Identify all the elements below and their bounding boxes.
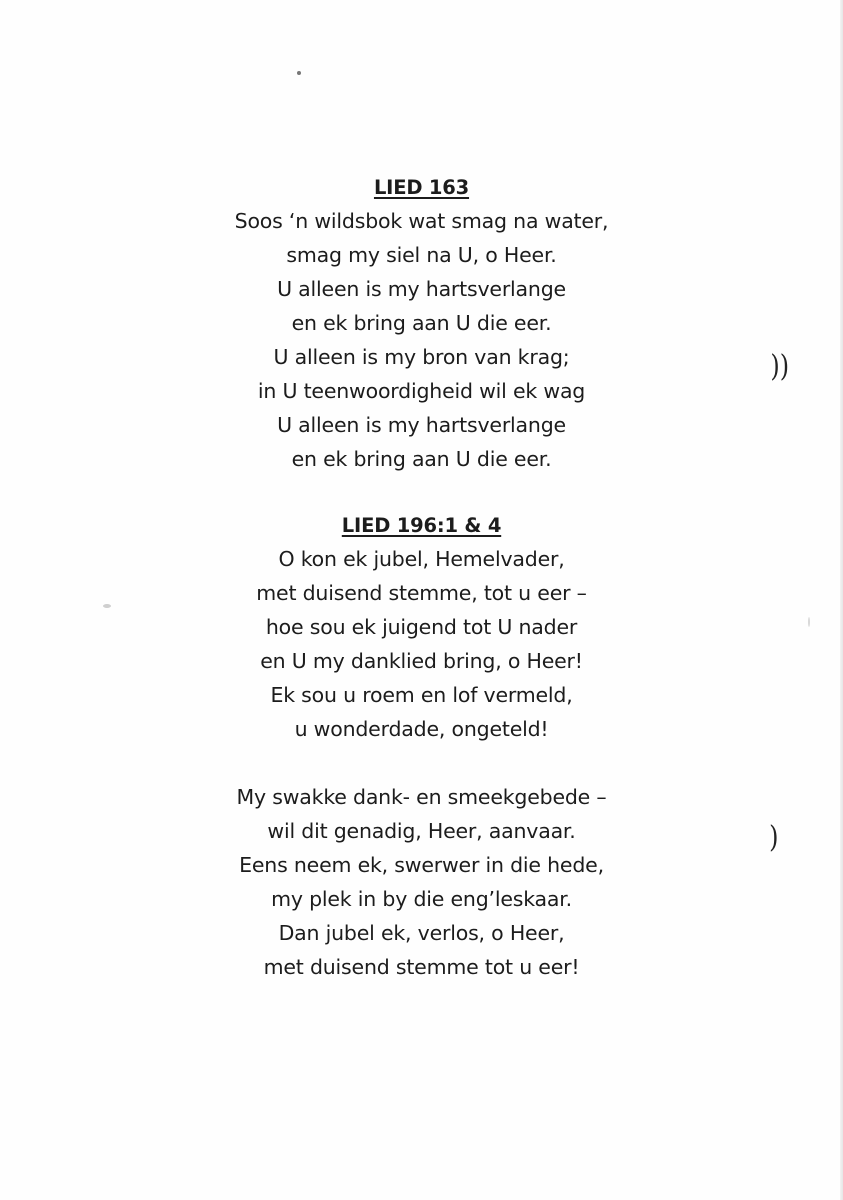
double-bracket-mark-icon: )) [770, 349, 790, 384]
song-title: LIED 196:1 & 4 [341, 514, 502, 537]
lyric-line: Dan jubel ek, verlos, o Heer, [278, 921, 565, 945]
stanza [0, 780, 843, 984]
lyric-line: en ek bring aan U die eer. [291, 311, 552, 335]
lyric-line: met duisend stemme tot u eer! [263, 955, 580, 979]
lyric-line: hoe sou ek juigend tot U nader [265, 615, 578, 639]
song-title: LIED 163 [373, 176, 470, 199]
lyric-line: wil dit genadig, Heer, aanvaar. [267, 819, 576, 843]
lyric-line: U alleen is my hartsverlange [277, 277, 566, 301]
lyric-line: O kon ek jubel, Hemelvader, [278, 547, 565, 571]
lyric-line: my plek in by die eng’leskaar. [271, 887, 572, 911]
lyric-line: met duisend stemme, tot u eer – [256, 581, 587, 605]
lyric-line: Eens neem ek, swerwer in die hede, [239, 853, 604, 877]
lyric-line: en U my danklied bring, o Heer! [260, 649, 583, 673]
single-bracket-mark-icon: ) [769, 820, 779, 855]
stanza-gap [0, 746, 843, 780]
stanza [0, 542, 843, 746]
lyric-line: My swakke dank- en smeekgebede – [236, 785, 607, 809]
lyric-line: en ek bring aan U die eer. [291, 447, 552, 471]
lyric-line: U alleen is my bron van krag; [273, 345, 570, 369]
song-lied-196 [0, 510, 843, 984]
lyric-line: Soos ‘n wildsbok wat smag na water, [234, 209, 609, 233]
lyric-line: u wonderdade, ongeteld! [294, 717, 549, 741]
lyric-line: smag my siel na U, o Heer. [286, 243, 557, 267]
song-lied-163 [0, 172, 843, 476]
scan-speck [297, 71, 301, 75]
lyric-line: Ek sou u roem en lof vermeld, [270, 683, 573, 707]
stanza [0, 204, 843, 476]
lyric-line: in U teenwoordigheid wil ek wag [257, 379, 586, 403]
lyric-line: U alleen is my hartsverlange [277, 413, 566, 437]
